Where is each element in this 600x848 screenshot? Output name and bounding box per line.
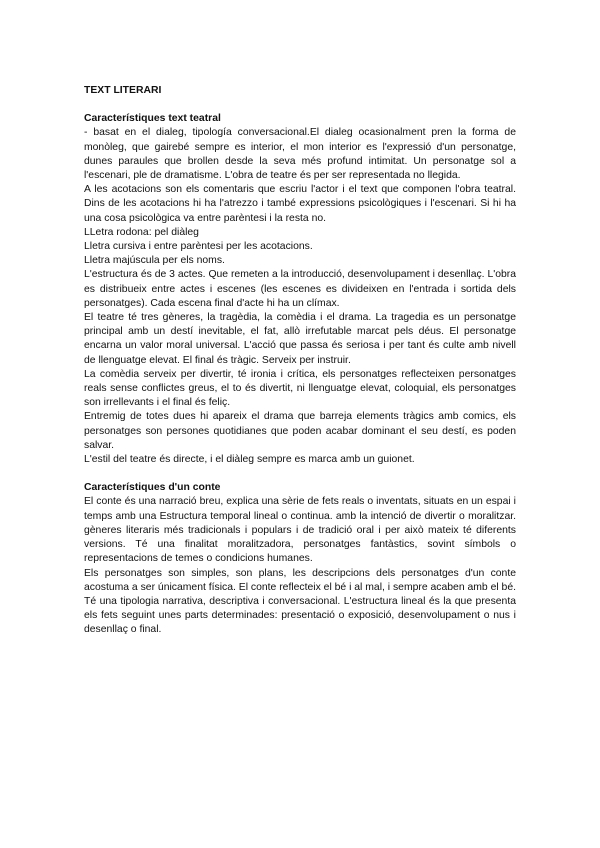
section-teatre (84, 112, 516, 467)
paragraph: Els personatges son simples, son plans, les descripcions dels personatges d'un conte acostuma a ser únicament física. El conte reflecteix el bé i al mal, i sempre acaben amb el bé. Té una tipologia narrativa, descriptiva i conversacional. L'estructura lineal és la que presenta els fets seguint unes parts determinades: presentació o exposició, desenvolupament o nus i desenllaç o final. (84, 567, 516, 636)
section-heading-conte: Característiques d'un conte (84, 482, 221, 494)
paragraph: Lletra cursiva i entre parèntesi per les acotacions. (84, 241, 313, 253)
section-conte (84, 481, 516, 637)
paragraph: L'estil del teatre és directe, i el diàleg sempre es marca amb un guionet. (84, 454, 415, 466)
document-title: TEXT LITERARI (84, 85, 162, 96)
document-page (84, 84, 516, 652)
paragraph: LLetra rodona: pel diàleg (84, 226, 199, 238)
paragraph: A les acotacions son els comentaris que escriu l'actor i el text que componen l'obra teatral. Dins de les acotacions hi ha l'atrezzo i també expressions psicològiques i l'escenari. Si hi ha una cosa psicològica va entre parèntesi i la resta no. (84, 184, 516, 224)
paragraph: El teatre té tres gèneres, la tragèdia, la comèdia i el drama. La tragedia es un personatge principal amb un destí inevitable, el fat, allò irrefutable marcat pels déus. El personatge encarna un valor moral universal. L'acció que passa és seriosa i per tant és culte amb nivell de llenguatge elevat. El final és tràgic. Serveix per instruir. (84, 312, 516, 366)
paragraph: - basat en el dialeg, tipología conversacional.El dialeg ocasionalment pren la forma de monòleg, que gairebé sempre es interior, el mon interior es l'expressió d'un personatge, dunes paraules que brollen desde la seva més profund intimitat. Un personatge sol a l'escenari, ple de dramatisme. L'obra de teatre és per ser representada no llegida. (84, 127, 516, 182)
paragraph: El conte és una narració breu, explica una sèrie de fets reals o inventats, situats en un espai i temps amb una Estructura temporal lineal o continua. amb la intenció de divertir o moralitzar. gèneres literaris més tradicionals i populars i de tradició oral i per això mateix té diferents versions. Té una finalitat moralitzadora, personatges fantàstics, sovint símbols o representacions de temes o condicions humanes. (84, 496, 516, 565)
paragraph: Entremig de totes dues hi apareix el drama que barreja elements tràgics amb comics, els personatges son persones quotidianes que poden acabar dominant el seu destí, es poden salvar. (84, 411, 516, 451)
paragraph: L'estructura és de 3 actes. Que remeten a la introducció, desenvolupament i desenllaç. L'obra es distribueix entre actes i escenes (les escenes es divideixen en l'entrada i sortida dels personatges). Cada escena final d'acte hi ha un clímax. (84, 269, 516, 309)
section-heading-teatre: Característiques text teatral (84, 113, 221, 125)
paragraph: Lletra majúscula per els noms. (84, 255, 225, 267)
paragraph: La comèdia serveix per divertir, té ironia i crítica, els personatges reflecteixen personatges reals sense conflictes greus, el to és divertit, ni llenguatge elevat, coloquial, els personatges son irrellevants i el final és feliç. (84, 368, 516, 409)
